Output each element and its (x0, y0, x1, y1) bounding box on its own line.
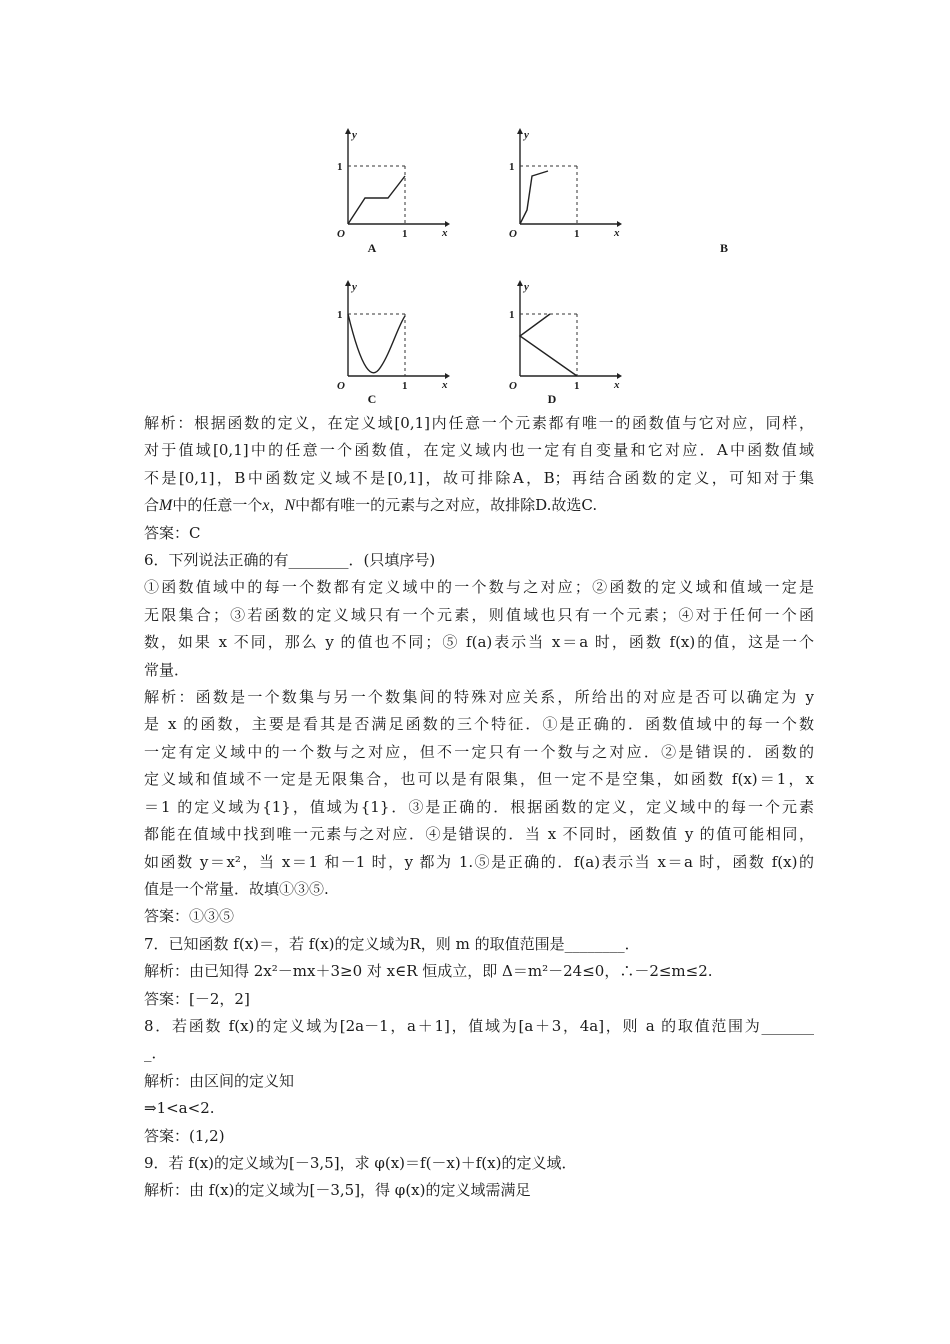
svg-text:O: O (509, 228, 517, 239)
q5-analysis-line: 合M中的任意一个x，N中都有唯一的元素与之对应，故排除D.故选C. (144, 496, 598, 515)
document-body (144, 410, 814, 1205)
svg-text:y: y (524, 281, 529, 293)
q8-answer: 答案：(1,2) (144, 1126, 225, 1145)
svg-text:1: 1 (402, 380, 408, 392)
graph-d-label: D (547, 392, 557, 406)
q6-analysis-line: 如函数 y＝x²，当 x＝1 和－1 时，y 都为 1.⑤是正确的．f(a)表示当 x＝a 时，函数 f(x)的 (144, 852, 814, 871)
q8-analysis: 解析：由区间的定义知 (144, 1071, 295, 1090)
q6-answer: 答案：①③⑤ (144, 907, 235, 926)
q6-option-line: 常量． (144, 660, 190, 679)
q5-analysis-line: 对于值域[0,1]中的任意一个函数值，在定义域内也一定有自变量和它对应．A中函数值域 (144, 441, 814, 460)
svg-text:x: x (442, 379, 448, 391)
graph-c-label: C (367, 392, 377, 406)
svg-text:x: x (614, 379, 620, 391)
svg-text:1: 1 (509, 161, 515, 173)
q8-stem: _． (144, 1044, 167, 1063)
y-tick-1: 1 (337, 161, 343, 173)
x-axis-label: x (442, 227, 448, 239)
q7-answer: 答案：[－2，2] (144, 989, 250, 1008)
q6-analysis-line: ＝1 的定义域为{1}，值域为{1}．③是正确的．根据函数的定义，定义域中的每一个元素 (144, 797, 814, 816)
graph-b-curve (520, 171, 548, 224)
q7-stem: 7．已知函数 f(x)＝，若 f(x)的定义域为R，则 m 的取值范围是________． (144, 934, 640, 953)
q6-stem: 6．下列说法正确的有________．(只填序号) (144, 551, 436, 570)
x-tick-1: 1 (402, 228, 408, 239)
svg-text:O: O (337, 380, 345, 392)
svg-text:O: O (509, 380, 517, 392)
q5-answer: 答案：C (144, 523, 201, 542)
q8-result: ⇒1<a<2. (144, 1099, 215, 1118)
svg-text:1: 1 (574, 380, 580, 392)
svg-text:1: 1 (509, 309, 515, 321)
q9-analysis: 解析：由 f(x)的定义域为[－3,5]，得 φ(x)的定义域需满足 (144, 1181, 531, 1200)
q6-option-line: ①函数值域中的每一个数都有定义域中的一个数与之对应；②函数的定义域和值域一定是 (144, 578, 814, 597)
q5-analysis-line: 不是[0,1]，B中函数定义域不是[0,1]，故可排除A，B；再结合函数的定义，可知对于集 (144, 468, 814, 487)
q6-analysis-line: 值是一个常量．故填①③⑤. (144, 879, 329, 898)
q6-analysis-line: 一定有定义域中的一个数与之对应，但不一定只有一个数与之对应．②是错误的．函数的 (144, 742, 814, 761)
graph-c (320, 280, 450, 406)
svg-text:y: y (352, 281, 357, 293)
svg-text:x: x (614, 227, 620, 239)
svg-text:1: 1 (574, 228, 580, 239)
q6-analysis-line: 解析：函数是一个数集与另一个数集间的特殊对应关系，所给出的对应是否可以确定为 y (144, 688, 814, 707)
y-axis-label: y (352, 129, 357, 141)
q9-stem: 9．若 f(x)的定义域为[－3,5]，求 φ(x)＝f(－x)＋f(x)的定义域． (144, 1153, 577, 1172)
q6-analysis-line: 都能在值域中找到唯一元素与之对应．④是错误的．当 x 不同时，函数值 y 的值可能相同， (144, 825, 814, 844)
graph-a-label: A (367, 241, 377, 255)
q8-stem: 8．若函数 f(x)的定义域为[2a－1，a＋1]，值域为[a＋3，4a]，则 a 的取值范围为_______ (144, 1016, 814, 1035)
graph-b (492, 124, 728, 255)
origin-label: O (337, 228, 345, 239)
graph-c-curve (348, 314, 405, 373)
q6-analysis-line: 定义域和值域不一定是无限集合，也可以是有限集，但一定不是空集，如函数 f(x)＝1，x (144, 770, 814, 789)
q6-analysis-line: 是 x 的函数，主要是看其是否满足函数的三个特征．①是正确的．函数值域中的每一个数 (144, 715, 814, 734)
function-graphs-figure (320, 124, 728, 410)
graph-a-curve (348, 176, 405, 224)
graph-b-label: B (719, 241, 728, 255)
graph-d (492, 280, 622, 406)
q7-analysis: 解析：由已知得 2x²－mx＋3≥0 对 x∈R 恒成立，即 Δ＝m²－24≤0，∴－2≤m≤2. (144, 962, 713, 981)
q6-option-line: 数，如果 x 不同，那么 y 的值也不同；⑤ f(a)表示当 x＝a 时，函数 f(x)的值，这是一个 (144, 633, 814, 652)
q6-option-line: 无限集合；③若函数的定义域只有一个元素，则值域也只有一个元素；④对于任何一个函 (144, 605, 814, 624)
q5-analysis-line: 解析：根据函数的定义，在定义域[0,1]内任意一个元素都有唯一的函数值与它对应，同样， (144, 414, 814, 432)
graph-a (320, 124, 450, 255)
svg-text:1: 1 (337, 309, 343, 321)
svg-text:y: y (524, 129, 529, 141)
graph-d-curve (520, 314, 577, 376)
